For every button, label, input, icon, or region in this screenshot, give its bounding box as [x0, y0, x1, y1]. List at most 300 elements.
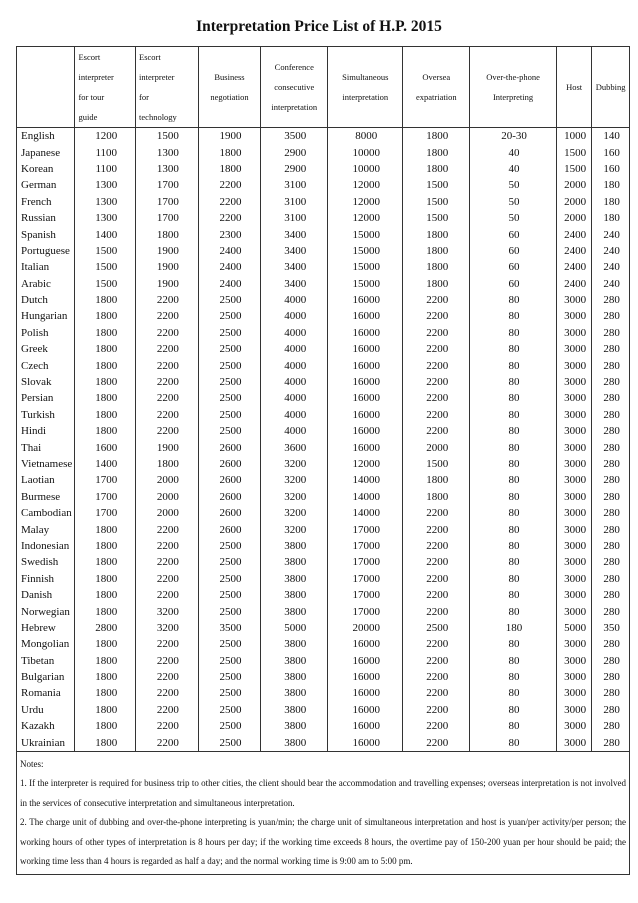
- price-cell: 80: [470, 472, 557, 488]
- price-cell: 16000: [328, 702, 403, 718]
- price-cell: 180: [592, 194, 630, 210]
- price-cell: 3000: [556, 407, 592, 423]
- price-cell: 180: [470, 620, 557, 636]
- column-header: [75, 47, 136, 128]
- language-cell: Czech: [17, 357, 75, 373]
- price-cell: 280: [592, 374, 630, 390]
- price-cell: 50: [470, 177, 557, 193]
- price-cell: 16000: [328, 325, 403, 341]
- price-cell: 1800: [75, 571, 136, 587]
- table-row: [17, 456, 630, 472]
- column-header: [470, 47, 557, 128]
- price-cell: 80: [470, 685, 557, 701]
- table-row: [17, 407, 630, 423]
- price-cell: 1800: [403, 276, 470, 292]
- price-cell: 280: [592, 538, 630, 554]
- price-cell: 2200: [136, 390, 199, 406]
- price-cell: 2200: [136, 669, 199, 685]
- language-cell: Persian: [17, 390, 75, 406]
- price-cell: 2600: [198, 505, 261, 521]
- price-cell: 2200: [136, 653, 199, 669]
- table-row: [17, 505, 630, 521]
- price-cell: 16000: [328, 653, 403, 669]
- price-cell: 2500: [198, 357, 261, 373]
- price-cell: 2600: [198, 489, 261, 505]
- language-cell: Danish: [17, 587, 75, 603]
- price-cell: 1300: [136, 144, 199, 160]
- language-cell: English: [17, 128, 75, 145]
- column-header: [17, 47, 75, 128]
- price-cell: 40: [470, 161, 557, 177]
- price-cell: 1800: [75, 702, 136, 718]
- price-cell: 1500: [75, 243, 136, 259]
- price-cell: 1100: [75, 144, 136, 160]
- price-cell: 2200: [403, 685, 470, 701]
- price-cell: 80: [470, 292, 557, 308]
- price-cell: 3000: [556, 456, 592, 472]
- column-header-line: negotiation: [210, 92, 249, 102]
- table-row: [17, 423, 630, 439]
- price-cell: 2400: [198, 276, 261, 292]
- price-cell: 2000: [136, 472, 199, 488]
- price-cell: 16000: [328, 308, 403, 324]
- price-cell: 4000: [261, 357, 328, 373]
- price-cell: 3000: [556, 636, 592, 652]
- price-cell: 2600: [198, 472, 261, 488]
- price-cell: 60: [470, 259, 557, 275]
- table-row: [17, 308, 630, 324]
- price-cell: 2200: [403, 702, 470, 718]
- price-cell: 1400: [75, 456, 136, 472]
- column-header: [403, 47, 470, 128]
- price-cell: 1800: [75, 325, 136, 341]
- price-cell: 1700: [136, 177, 199, 193]
- price-cell: 2400: [198, 259, 261, 275]
- price-cell: 2500: [198, 292, 261, 308]
- price-cell: 1700: [136, 194, 199, 210]
- price-cell: 3000: [556, 357, 592, 373]
- price-cell: 2200: [136, 636, 199, 652]
- price-cell: 160: [592, 144, 630, 160]
- price-cell: 1800: [403, 144, 470, 160]
- price-cell: 1700: [75, 489, 136, 505]
- price-cell: 280: [592, 390, 630, 406]
- price-cell: 16000: [328, 734, 403, 751]
- price-cell: 80: [470, 571, 557, 587]
- language-cell: Cambodian: [17, 505, 75, 521]
- language-cell: Hebrew: [17, 620, 75, 636]
- price-cell: 3000: [556, 341, 592, 357]
- price-cell: 50: [470, 194, 557, 210]
- price-cell: 2800: [75, 620, 136, 636]
- price-cell: 80: [470, 669, 557, 685]
- table-row: [17, 390, 630, 406]
- table-row: [17, 439, 630, 455]
- price-cell: 2400: [556, 276, 592, 292]
- price-cell: 2400: [556, 259, 592, 275]
- price-cell: 1800: [75, 538, 136, 554]
- price-cell: 2200: [403, 423, 470, 439]
- price-cell: 5000: [556, 620, 592, 636]
- price-cell: 2500: [198, 587, 261, 603]
- column-header-line: Dubbing: [595, 82, 626, 92]
- price-cell: 3000: [556, 505, 592, 521]
- table-row: [17, 554, 630, 570]
- price-cell: 2200: [403, 521, 470, 537]
- price-cell: 240: [592, 276, 630, 292]
- column-header: [556, 47, 592, 128]
- table-row: [17, 259, 630, 275]
- price-cell: 10000: [328, 161, 403, 177]
- price-cell: 3200: [261, 521, 328, 537]
- price-cell: 20-30: [470, 128, 557, 145]
- price-cell: 2500: [198, 636, 261, 652]
- price-cell: 3800: [261, 571, 328, 587]
- price-cell: 80: [470, 554, 557, 570]
- price-cell: 2500: [403, 620, 470, 636]
- price-cell: 280: [592, 669, 630, 685]
- price-cell: 1800: [403, 489, 470, 505]
- table-row: [17, 489, 630, 505]
- price-cell: 3000: [556, 653, 592, 669]
- price-cell: 3000: [556, 472, 592, 488]
- table-row: [17, 538, 630, 554]
- price-cell: 3800: [261, 554, 328, 570]
- price-cell: 14000: [328, 472, 403, 488]
- price-cell: 2500: [198, 407, 261, 423]
- column-header-line: expatriation: [415, 92, 457, 102]
- price-cell: 1900: [198, 128, 261, 145]
- price-cell: 280: [592, 734, 630, 751]
- price-cell: 2200: [403, 636, 470, 652]
- price-cell: 1800: [403, 472, 470, 488]
- price-cell: 280: [592, 521, 630, 537]
- column-header: [328, 47, 403, 128]
- price-cell: 1800: [75, 308, 136, 324]
- price-cell: 2500: [198, 308, 261, 324]
- price-cell: 1200: [75, 128, 136, 145]
- price-cell: 3000: [556, 325, 592, 341]
- price-cell: 1800: [75, 423, 136, 439]
- column-header-line: interpreter: [139, 72, 175, 82]
- column-header-line: Oversea: [422, 72, 451, 82]
- price-cell: 16000: [328, 357, 403, 373]
- price-cell: 12000: [328, 177, 403, 193]
- price-cell: 16000: [328, 439, 403, 455]
- price-cell: 3000: [556, 374, 592, 390]
- price-cell: 3800: [261, 702, 328, 718]
- price-cell: 1300: [75, 177, 136, 193]
- price-cell: 1800: [75, 292, 136, 308]
- price-cell: 16000: [328, 685, 403, 701]
- price-cell: 280: [592, 603, 630, 619]
- price-cell: 280: [592, 718, 630, 734]
- price-cell: 1800: [75, 390, 136, 406]
- price-cell: 3600: [261, 439, 328, 455]
- price-cell: 16000: [328, 669, 403, 685]
- price-cell: 1800: [75, 669, 136, 685]
- price-cell: 2400: [198, 243, 261, 259]
- price-cell: 2000: [556, 177, 592, 193]
- price-cell: 2200: [136, 571, 199, 587]
- language-cell: Ukrainian: [17, 734, 75, 751]
- price-cell: 2000: [556, 210, 592, 226]
- price-cell: 1800: [75, 407, 136, 423]
- price-cell: 16000: [328, 374, 403, 390]
- price-cell: 1500: [556, 144, 592, 160]
- price-cell: 280: [592, 702, 630, 718]
- column-header-line: for tour: [78, 92, 105, 102]
- price-cell: 2200: [403, 308, 470, 324]
- price-cell: 2200: [136, 538, 199, 554]
- price-cell: 2200: [136, 702, 199, 718]
- table-row: [17, 685, 630, 701]
- price-cell: 3100: [261, 194, 328, 210]
- language-cell: Finnish: [17, 571, 75, 587]
- price-cell: 2300: [198, 226, 261, 242]
- column-header-line: for: [139, 92, 149, 102]
- price-cell: 1800: [198, 161, 261, 177]
- price-cell: 2200: [136, 292, 199, 308]
- column-header-line: consecutive: [274, 82, 315, 92]
- table-row: [17, 226, 630, 242]
- price-cell: 2000: [136, 505, 199, 521]
- price-cell: 1800: [75, 357, 136, 373]
- price-cell: 2200: [403, 357, 470, 373]
- price-cell: 280: [592, 456, 630, 472]
- price-cell: 1800: [403, 226, 470, 242]
- price-cell: 12000: [328, 194, 403, 210]
- price-cell: 3000: [556, 685, 592, 701]
- price-cell: 280: [592, 587, 630, 603]
- price-cell: 180: [592, 177, 630, 193]
- price-cell: 1800: [75, 341, 136, 357]
- price-cell: 2200: [136, 407, 199, 423]
- price-cell: 2500: [198, 685, 261, 701]
- price-cell: 80: [470, 374, 557, 390]
- price-cell: 80: [470, 718, 557, 734]
- language-cell: Dutch: [17, 292, 75, 308]
- price-cell: 3200: [136, 620, 199, 636]
- price-cell: 2200: [198, 210, 261, 226]
- language-cell: Italian: [17, 259, 75, 275]
- price-cell: 3800: [261, 669, 328, 685]
- price-cell: 280: [592, 489, 630, 505]
- table-row: [17, 620, 630, 636]
- price-cell: 280: [592, 554, 630, 570]
- price-cell: 280: [592, 407, 630, 423]
- price-cell: 80: [470, 521, 557, 537]
- price-cell: 2200: [403, 325, 470, 341]
- price-cell: 80: [470, 390, 557, 406]
- price-cell: 4000: [261, 423, 328, 439]
- price-cell: 4000: [261, 407, 328, 423]
- price-cell: 15000: [328, 243, 403, 259]
- price-cell: 3000: [556, 734, 592, 751]
- price-cell: 1900: [136, 276, 199, 292]
- price-cell: 2500: [198, 653, 261, 669]
- language-cell: Swedish: [17, 554, 75, 570]
- price-cell: 16000: [328, 292, 403, 308]
- price-cell: 16000: [328, 718, 403, 734]
- price-cell: 2500: [198, 554, 261, 570]
- price-cell: 2000: [403, 439, 470, 455]
- price-cell: 1800: [403, 161, 470, 177]
- price-cell: 80: [470, 653, 557, 669]
- price-cell: 280: [592, 636, 630, 652]
- language-cell: Hungarian: [17, 308, 75, 324]
- table-row: [17, 603, 630, 619]
- column-header-line: interpretation: [271, 102, 318, 112]
- price-cell: 80: [470, 357, 557, 373]
- price-cell: 80: [470, 341, 557, 357]
- price-cell: 3000: [556, 439, 592, 455]
- price-cell: 16000: [328, 341, 403, 357]
- price-cell: 17000: [328, 538, 403, 554]
- price-cell: 2200: [136, 357, 199, 373]
- table-row: [17, 734, 630, 751]
- price-cell: 240: [592, 226, 630, 242]
- price-cell: 2200: [136, 685, 199, 701]
- table-row: [17, 718, 630, 734]
- language-cell: Laotian: [17, 472, 75, 488]
- price-cell: 16000: [328, 390, 403, 406]
- price-cell: 1800: [75, 636, 136, 652]
- price-cell: 80: [470, 439, 557, 455]
- price-cell: 3200: [261, 505, 328, 521]
- price-cell: 2200: [403, 603, 470, 619]
- language-cell: Tibetan: [17, 653, 75, 669]
- price-cell: 2200: [136, 423, 199, 439]
- price-cell: 2200: [403, 538, 470, 554]
- price-cell: 3800: [261, 538, 328, 554]
- price-cell: 2200: [403, 653, 470, 669]
- column-header-line: Conference: [274, 62, 314, 72]
- table-row: [17, 128, 630, 145]
- price-cell: 1800: [403, 128, 470, 145]
- price-cell: 2500: [198, 374, 261, 390]
- price-cell: 1800: [403, 243, 470, 259]
- price-cell: 1400: [75, 226, 136, 242]
- column-header-line: interpretation: [342, 92, 389, 102]
- table-row: [17, 702, 630, 718]
- price-cell: 2500: [198, 571, 261, 587]
- column-header-line: Escort: [78, 52, 101, 62]
- price-cell: 80: [470, 505, 557, 521]
- price-cell: 60: [470, 276, 557, 292]
- price-cell: 1500: [136, 128, 199, 145]
- price-cell: 3000: [556, 489, 592, 505]
- price-cell: 3200: [261, 456, 328, 472]
- price-cell: 15000: [328, 259, 403, 275]
- notes-row: [17, 751, 630, 874]
- price-cell: 2900: [261, 161, 328, 177]
- table-row: [17, 587, 630, 603]
- price-cell: 2500: [198, 702, 261, 718]
- price-cell: 2200: [403, 587, 470, 603]
- price-cell: 1500: [75, 276, 136, 292]
- language-cell: Turkish: [17, 407, 75, 423]
- price-cell: 15000: [328, 276, 403, 292]
- price-cell: 2200: [403, 718, 470, 734]
- price-cell: 1700: [75, 505, 136, 521]
- language-cell: Burmese: [17, 489, 75, 505]
- column-header: [136, 47, 199, 128]
- price-cell: 20000: [328, 620, 403, 636]
- column-header-line: technology: [139, 112, 177, 122]
- column-header-line: Over-the-phone: [486, 72, 540, 82]
- note-2: 2. The charge unit of dubbing and over-the-phone interpreting is yuan/min; the charge unit of simultaneous interpretation and host is yuan/per activity/per person; the working hours of other types of interpretation is 8 hours per day; if the working time exceeds 8 hours, the overtime pay of 150-200 yuan per hour should be paid; the working time less than 4 hours is regarded as half a day; and the normal working time is 9:00 am to 5:00 pm.: [20, 817, 626, 867]
- price-cell: 80: [470, 325, 557, 341]
- price-cell: 2400: [556, 226, 592, 242]
- price-cell: 3800: [261, 587, 328, 603]
- price-cell: 17000: [328, 603, 403, 619]
- price-cell: 12000: [328, 456, 403, 472]
- price-cell: 80: [470, 587, 557, 603]
- price-cell: 3000: [556, 669, 592, 685]
- price-cell: 1100: [75, 161, 136, 177]
- price-cell: 1500: [403, 210, 470, 226]
- price-table: [16, 46, 630, 875]
- price-cell: 3500: [198, 620, 261, 636]
- price-cell: 2200: [136, 325, 199, 341]
- price-cell: 17000: [328, 587, 403, 603]
- price-cell: 1500: [556, 161, 592, 177]
- column-header-line: Simultaneous: [342, 72, 389, 82]
- table-row: [17, 243, 630, 259]
- price-cell: 4000: [261, 325, 328, 341]
- language-cell: Norwegian: [17, 603, 75, 619]
- price-cell: 2500: [198, 390, 261, 406]
- price-cell: 3100: [261, 210, 328, 226]
- price-cell: 280: [592, 571, 630, 587]
- price-cell: 3000: [556, 718, 592, 734]
- price-cell: 2200: [403, 407, 470, 423]
- price-cell: 2200: [136, 374, 199, 390]
- price-cell: 3400: [261, 243, 328, 259]
- language-cell: Bulgarian: [17, 669, 75, 685]
- table-row: [17, 653, 630, 669]
- table-row: [17, 636, 630, 652]
- price-cell: 280: [592, 505, 630, 521]
- price-cell: 4000: [261, 390, 328, 406]
- notes-heading: Notes:: [20, 758, 44, 769]
- table-row: [17, 357, 630, 373]
- price-cell: 1800: [75, 603, 136, 619]
- price-cell: 2600: [198, 521, 261, 537]
- price-cell: 2200: [136, 734, 199, 751]
- price-cell: 2200: [403, 571, 470, 587]
- price-cell: 12000: [328, 210, 403, 226]
- price-cell: 1900: [136, 243, 199, 259]
- price-cell: 2200: [136, 718, 199, 734]
- price-cell: 8000: [328, 128, 403, 145]
- table-row: [17, 521, 630, 537]
- price-cell: 3000: [556, 390, 592, 406]
- price-cell: 80: [470, 603, 557, 619]
- price-cell: 1500: [403, 177, 470, 193]
- notes-cell: [17, 751, 630, 874]
- price-cell: 1300: [75, 210, 136, 226]
- price-cell: 17000: [328, 521, 403, 537]
- price-cell: 3800: [261, 603, 328, 619]
- price-cell: 280: [592, 423, 630, 439]
- price-cell: 2200: [136, 308, 199, 324]
- price-cell: 3800: [261, 653, 328, 669]
- page-title: Interpretation Price List of H.P. 2015: [196, 18, 442, 35]
- language-cell: Mongolian: [17, 636, 75, 652]
- price-cell: 3000: [556, 538, 592, 554]
